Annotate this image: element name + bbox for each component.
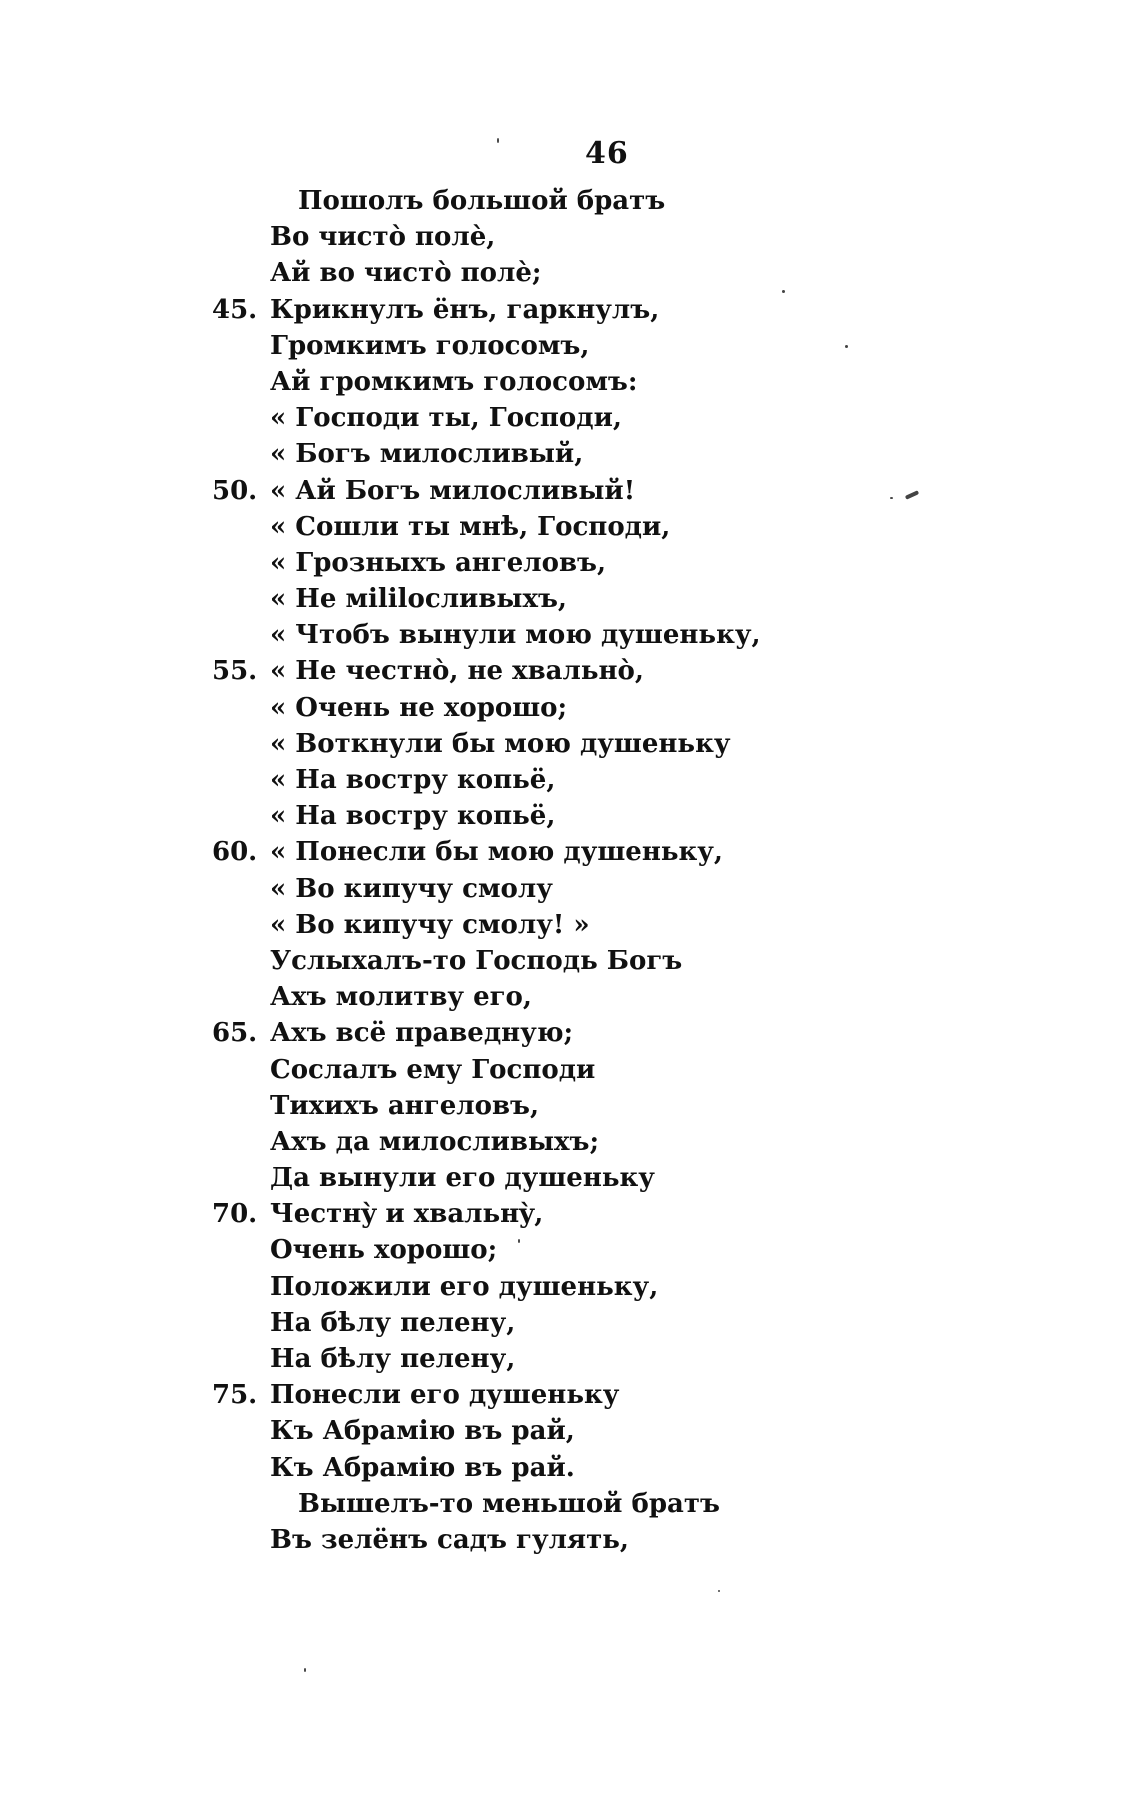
verse-line	[0, 617, 1140, 653]
verse-text: На бѣлу пелену,	[270, 1307, 516, 1338]
verse-block	[0, 183, 1140, 1558]
verse-text: Ай громкимъ голосомъ:	[270, 366, 638, 397]
verse-text: Очень хорошо;	[270, 1235, 498, 1266]
verse-text: Честнỳ и хвальнỳ,	[270, 1199, 544, 1230]
verse-line	[0, 834, 1140, 870]
scan-speck	[497, 138, 499, 143]
verse-text: На бѣлу пелену,	[270, 1344, 516, 1374]
verse-text: « Не мililосливыхъ,	[270, 584, 567, 615]
verse-line	[0, 1052, 1140, 1088]
verse-line	[0, 1160, 1140, 1196]
verse-number: 50.	[212, 475, 258, 506]
verse-line	[0, 762, 1140, 798]
verse-text: Громкимъ голосомъ,	[270, 330, 590, 361]
verse-line	[0, 1269, 1140, 1305]
verse-text: Положили его душеньку,	[270, 1271, 659, 1302]
verse-line	[0, 1450, 1140, 1486]
verse-text: Услыхалъ-то Господь Богъ	[270, 945, 683, 976]
verse-line	[0, 871, 1140, 907]
verse-text: Въ зелёнъ садъ гулять,	[270, 1524, 629, 1555]
verse-text: « Сошли ты мнѣ, Господи,	[270, 511, 671, 542]
verse-number: 65.	[212, 1018, 258, 1049]
verse-text: Во чистò полѐ,	[270, 222, 496, 253]
verse-line	[0, 1486, 1140, 1522]
verse-text: Сослалъ ему Господи	[270, 1054, 596, 1085]
verse-line	[0, 798, 1140, 834]
verse-line	[0, 219, 1140, 255]
verse-line	[0, 1196, 1140, 1232]
verse-line	[0, 1232, 1140, 1268]
verse-text: « Не честнò, не хвальнò,	[270, 656, 644, 687]
verse-text: « На востру копьё,	[270, 765, 556, 795]
verse-text: Пошолъ большой братъ	[298, 186, 666, 216]
verse-text: « На востру копьё,	[270, 801, 556, 832]
verse-text: « Господи ты, Господи,	[270, 403, 622, 434]
scan-speck	[782, 290, 785, 293]
verse-line	[0, 1088, 1140, 1124]
verse-line	[0, 1377, 1140, 1413]
verse-text: « Во кипучу смолу	[270, 873, 553, 904]
verse-line	[0, 364, 1140, 400]
verse-line	[0, 1015, 1140, 1051]
verse-line	[0, 653, 1140, 689]
verse-number: 60.	[212, 837, 258, 868]
scan-speck	[845, 345, 848, 348]
verse-text: Тихихъ ангеловъ,	[270, 1090, 540, 1121]
page-number: 46	[585, 136, 629, 171]
verse-line	[0, 726, 1140, 762]
verse-line	[0, 436, 1140, 472]
verse-text: « Чтобъ вынули мою душеньку,	[270, 620, 761, 651]
verse-line	[0, 1124, 1140, 1160]
verse-text: « Грозныхъ ангеловъ,	[270, 547, 607, 578]
verse-text: Ахъ всё праведную;	[270, 1018, 574, 1049]
verse-text: « Во кипучу смолу! »	[270, 909, 590, 940]
scan-speck	[518, 1239, 520, 1243]
verse-line	[0, 1413, 1140, 1449]
verse-text: « Воткнули бы мою душеньку	[270, 728, 731, 759]
verse-line	[0, 1305, 1140, 1341]
scan-speck	[718, 1590, 720, 1592]
verse-line	[0, 400, 1140, 436]
verse-line	[0, 292, 1140, 328]
verse-number: 75.	[212, 1380, 258, 1411]
verse-text: Крикнулъ ёнъ, гаркнулъ,	[270, 294, 660, 325]
verse-text: Ахъ да милосливыхъ;	[270, 1126, 600, 1157]
verse-line	[0, 943, 1140, 979]
verse-text: « Ай Богъ милосливый!	[270, 475, 636, 506]
verse-number: 70.	[212, 1199, 258, 1230]
verse-text: Ай во чистò полѐ;	[270, 258, 542, 289]
verse-text: « Очень не хорошо;	[270, 692, 568, 723]
verse-line	[0, 979, 1140, 1015]
verse-number: 55.	[212, 656, 258, 687]
verse-text: « Понесли бы мою душеньку,	[270, 837, 723, 868]
verse-text: Ахъ молитву его,	[270, 982, 532, 1013]
verse-text: Вышелъ-то меньшой братъ	[298, 1488, 720, 1519]
verse-number: 45.	[212, 294, 258, 325]
verse-text: Да вынули его душеньку	[270, 1163, 655, 1194]
verse-line	[0, 907, 1140, 943]
verse-text: Къ Абрамію въ рай,	[270, 1416, 575, 1447]
verse-text: Къ Абрамію въ рай.	[270, 1452, 575, 1483]
scan-speck	[304, 1668, 306, 1672]
verse-line	[0, 473, 1140, 509]
verse-line	[0, 1522, 1140, 1558]
verse-line	[0, 183, 1140, 219]
verse-line	[0, 509, 1140, 545]
verse-text: Понесли его душеньку	[270, 1380, 620, 1411]
verse-line	[0, 255, 1140, 291]
verse-line	[0, 690, 1140, 726]
verse-line	[0, 328, 1140, 364]
verse-line	[0, 545, 1140, 581]
verse-line	[0, 1341, 1140, 1377]
verse-text: « Богъ милосливый,	[270, 439, 584, 470]
verse-line	[0, 581, 1140, 617]
scan-speck	[890, 497, 893, 499]
